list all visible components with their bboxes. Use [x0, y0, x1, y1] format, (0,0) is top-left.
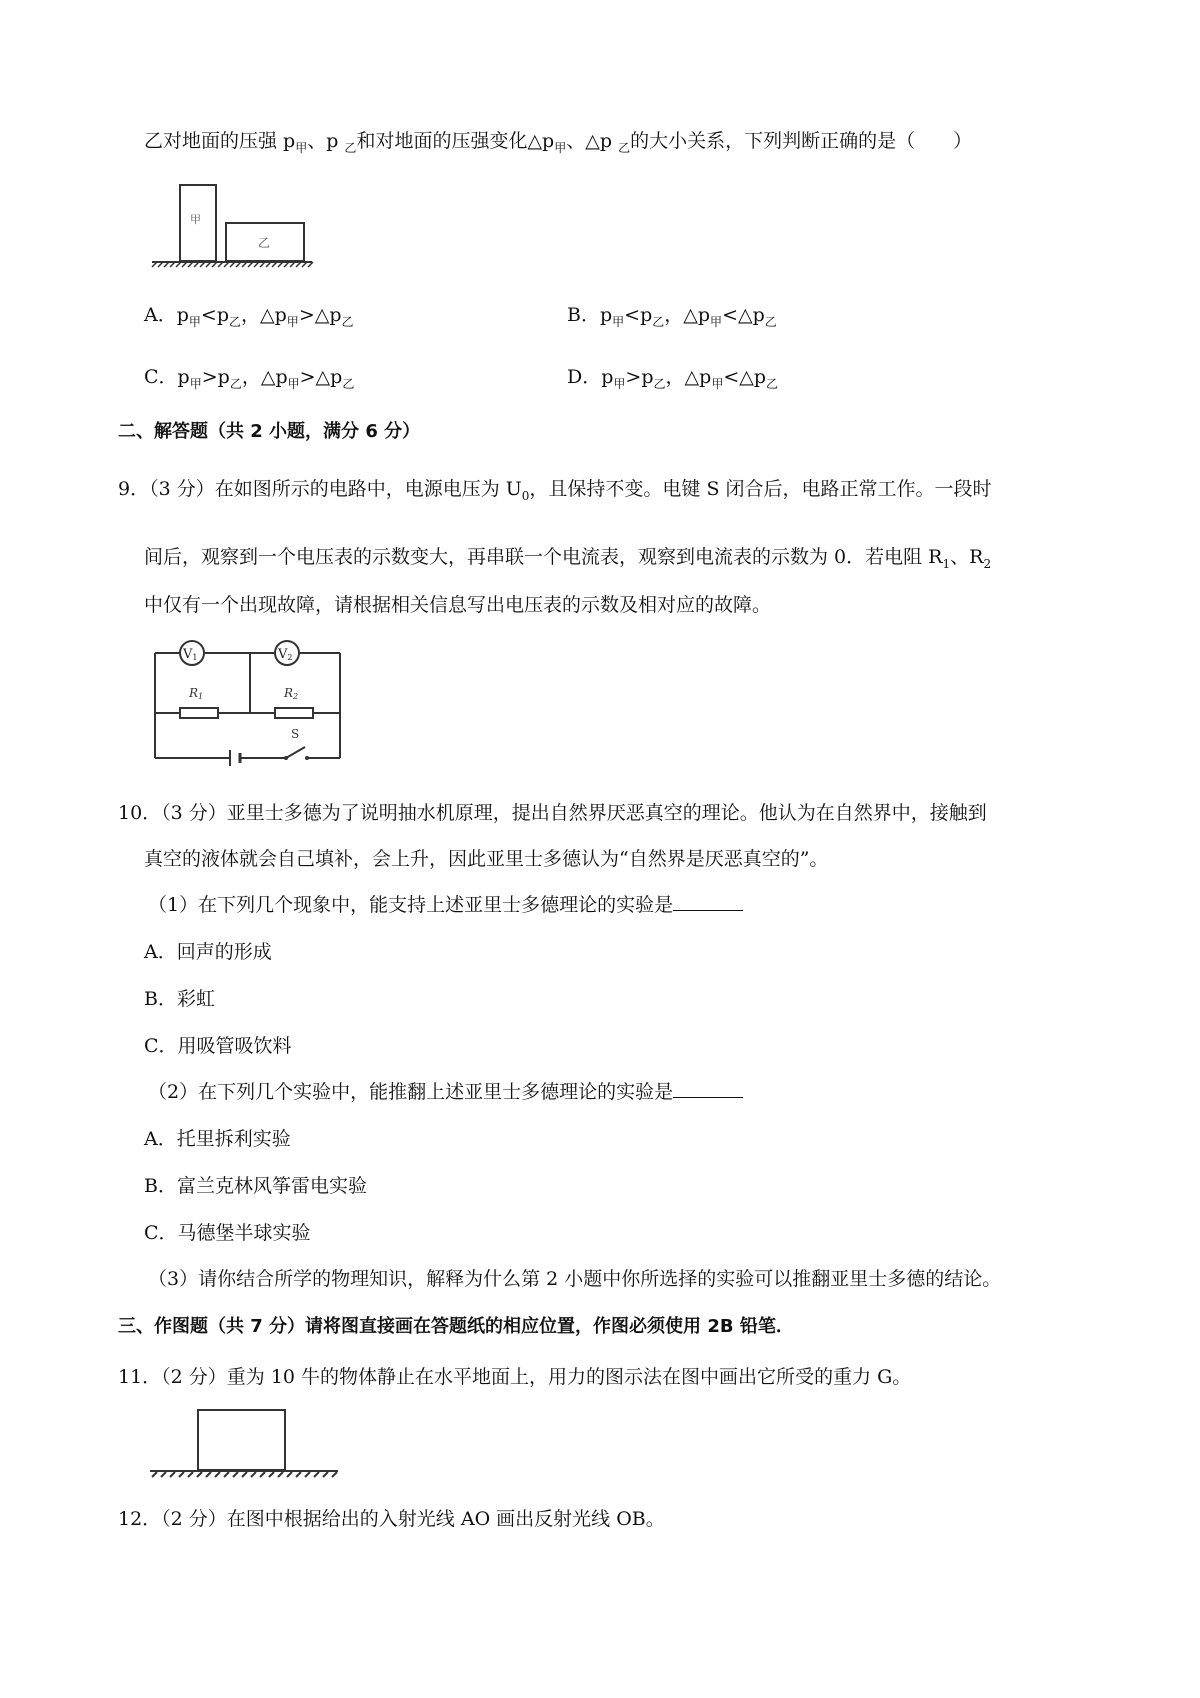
q10-part2-blank[interactable]	[673, 1081, 743, 1098]
v1-label: V	[183, 647, 193, 662]
ground-hatch-mark	[242, 1472, 247, 1477]
ground-hatch-mark	[332, 1472, 337, 1477]
q9-line2: 间后，观察到一个电压表的示数变大，再串联一个电流表，观察到电流表的示数为 0．若电阻 $R_1$、$R_2$	[144, 546, 992, 571]
ground-hatch-mark	[152, 1472, 157, 1477]
ground-hatch-mark	[215, 1472, 220, 1477]
q10-line1: 10．（3 分）亚里士多德为了说明抽水机原理，提出自然界厌恶真空的理论。他认为在自然界中，接触到	[118, 802, 987, 824]
ground-hatch-mark	[170, 1472, 175, 1477]
q8-blocks-figure	[150, 180, 320, 270]
ground-hatch-mark	[305, 1472, 310, 1477]
q10-part2-option-a: A．托里拆利实验	[144, 1128, 291, 1150]
ground-hatch-mark	[314, 1472, 319, 1477]
q10-line2: 真空的液体就会自己填补，会上升，因此亚里士多德认为“自然界是厌恶真空的”。	[144, 848, 829, 870]
section-2-title: 二、解答题（共 2 小题，满分 6 分）	[118, 421, 421, 442]
q10-part1-option-c: C．用吸管吸饮料	[144, 1035, 292, 1057]
q9-circuit-diagram	[150, 635, 350, 765]
r2-sub: 2	[293, 692, 299, 701]
q12-text: 12．（2 分）在图中根据给出的入射光线 AO 画出反射光线 OB。	[118, 1508, 665, 1530]
q11-text: 11．（2 分）重为 10 牛的物体静止在水平地面上，用力的图示法在图中画出它所受的重力 G。	[118, 1366, 912, 1388]
ground-hatch-mark	[179, 1472, 184, 1477]
ground-hatch-mark	[251, 1472, 256, 1477]
q8-option-a: A．$p_甲<p_乙$，$\triangle p_甲>\triangle p_乙$	[144, 304, 354, 329]
ground-hatch-mark	[161, 1472, 166, 1477]
q10-part2: （2）在下列几个实验中，能推翻上述亚里士多德理论的实验是	[148, 1077, 743, 1104]
v1-sub: 1	[192, 653, 198, 662]
switch-label: S	[291, 727, 300, 741]
q10-part1-option-b: B．彩虹	[144, 988, 215, 1010]
ground-hatch-mark	[188, 1472, 193, 1477]
ground-hatch-mark	[260, 1472, 265, 1477]
q8-option-c: C．$p_甲>p_乙$，$\triangle p_甲>\triangle p_乙$	[144, 366, 355, 391]
q8-option-d: D．$p_甲>p_乙$，$\triangle p_甲<\triangle p_乙$	[567, 366, 779, 391]
q10-part1: （1）在下列几个现象中，能支持上述亚里士多德理论的实验是	[148, 890, 743, 917]
block-jia-label: 甲	[190, 213, 201, 226]
ground-hatch-mark	[296, 1472, 301, 1477]
section-3-title: 三、作图题（共 7 分）请将图直接画在答题纸的相应位置，作图必须使用 2B 铅笔．	[118, 1316, 794, 1337]
ground-hatch-mark	[197, 1472, 202, 1477]
q10-part2-option-c: C．马德堡半球实验	[144, 1222, 311, 1244]
r1-label: R	[189, 686, 199, 700]
block-yi-label: 乙	[258, 236, 271, 250]
ground-hatch-mark	[224, 1472, 229, 1477]
ground-hatch-mark	[269, 1472, 274, 1477]
q8-option-b: B．$p_甲<p_乙$，$\triangle p_甲<\triangle p_乙$	[567, 304, 777, 329]
r1-sub: 1	[198, 692, 204, 701]
ground-hatch-mark	[233, 1472, 238, 1477]
ground-hatch-mark	[287, 1472, 292, 1477]
ground-hatch-mark	[206, 1472, 211, 1477]
q9-line3: 中仅有一个出现故障，请根据相关信息写出电压表的示数及相对应的故障。	[144, 594, 772, 616]
q11-object-figure	[148, 1408, 348, 1488]
q10-part1-blank[interactable]	[673, 894, 743, 911]
svg-text:R1	[188, 686, 203, 701]
ground-hatch-mark	[278, 1472, 283, 1477]
q8-stem: 乙对地面的压强 $p_甲$、p $_乙$和对地面的压强变化$\triangle p_甲$、△p $_乙$的大小关系，下列判断正确的是（ ）	[144, 130, 973, 155]
v2-label: V	[278, 647, 288, 662]
q10-part3: （3）请你结合所学的物理知识，解释为什么第 2 小题中你所选择的实验可以推翻亚里士多德的结论。	[148, 1268, 1002, 1290]
r2-label: R	[284, 686, 294, 700]
ground-hatch-mark	[323, 1472, 328, 1477]
q9-line1: 9．（3 分）在如图所示的电路中，电源电压为 $U_0$，且保持不变。电键 S 闭合后，电路正常工作。一段时	[118, 478, 992, 503]
q10-part1-option-a: A．回声的形成	[144, 941, 272, 963]
svg-text:R2	[283, 686, 298, 701]
v2-sub: 2	[287, 653, 293, 662]
q10-part2-option-b: B．富兰克林风筝雷电实验	[144, 1175, 367, 1197]
